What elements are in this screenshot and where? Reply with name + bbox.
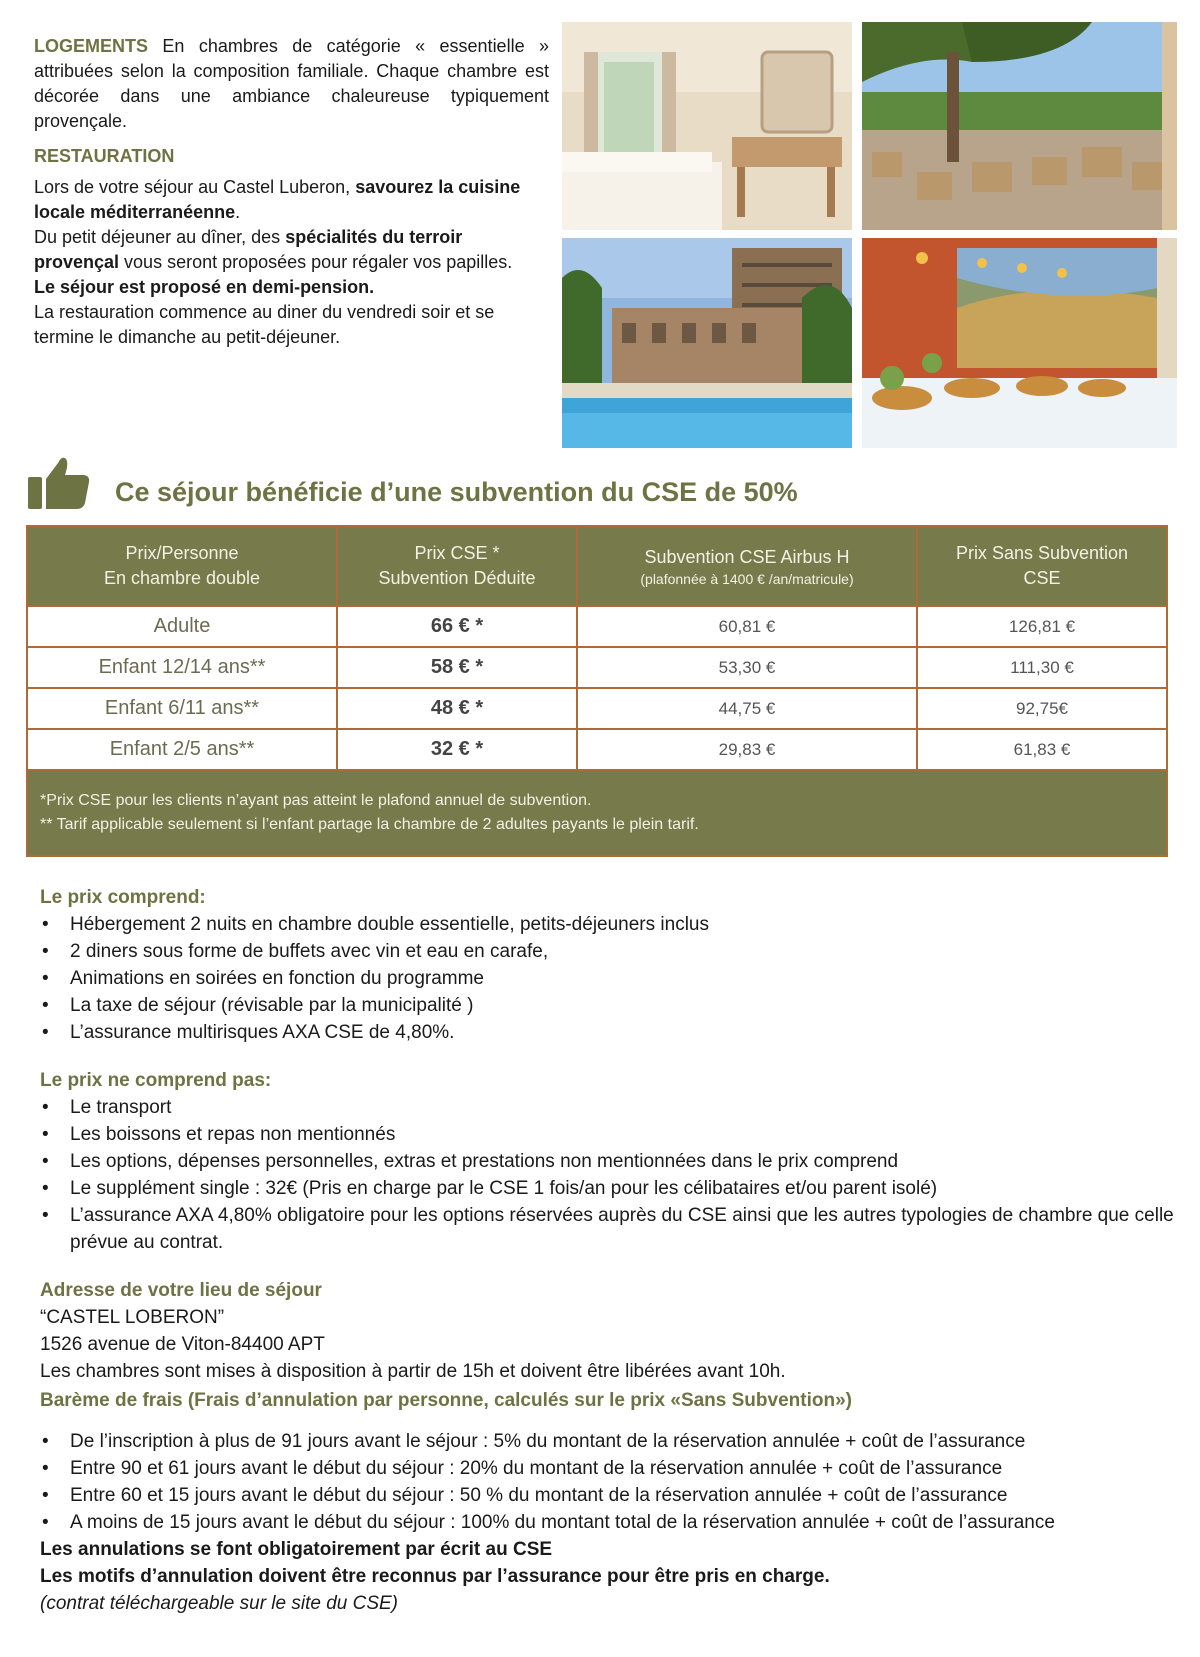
cse-price-cell: 48 € * xyxy=(337,688,577,729)
subvention-cell: 29,83 € xyxy=(577,729,917,770)
full-price-cell: 61,83 € xyxy=(917,729,1167,770)
cse-price-cell: 66 € * xyxy=(337,606,577,647)
list-item: • Le supplément single : 32€ (Pris en charge par le CSE 1 fois/an pour les célibataires et/ou parent isolé) xyxy=(40,1175,1190,1202)
resto-text: Du petit déjeuner au dîner, des xyxy=(34,227,286,247)
subvention-title: Ce séjour bénéficie d’une subvention du CSE de 50% xyxy=(115,477,798,507)
photo-buffet xyxy=(862,238,1177,448)
category-cell: Enfant 12/14 ans** xyxy=(27,647,337,688)
column-header xyxy=(917,526,1167,606)
list-item: • L’assurance multirisques AXA CSE de 4,80%. xyxy=(40,1019,1190,1046)
full-price-cell: 111,30 € xyxy=(917,647,1167,688)
header-line: CSE xyxy=(1023,568,1061,588)
list-item: • Hébergement 2 nuits en chambre double essentielle, petits-déjeuners inclus xyxy=(40,911,1190,938)
table-note: *Prix CSE pour les clients n’ayant pas atteint le plafond annuel de subvention. xyxy=(40,792,592,809)
resto-bold: spécialités du terroir provençal xyxy=(34,227,463,272)
table-notes-row xyxy=(27,770,1167,856)
logements-text: En chambres de catégorie « essentielle » attribuées selon la composition familiale. Chaque chambre est décorée dans une ambiance chaleureuse typiquement provençale. xyxy=(34,36,549,131)
category-cell: Enfant 6/11 ans** xyxy=(27,688,337,729)
table-row xyxy=(27,606,1167,647)
category-cell: Enfant 2/5 ans** xyxy=(27,729,337,770)
excludes-title: Le prix ne comprend pas: xyxy=(40,1070,272,1091)
includes-section xyxy=(40,884,1190,1046)
cancellation-insurance-note: Les motifs d’annulation doivent être reconnus par l’assurance pour être pris en charge. xyxy=(40,1566,830,1587)
header-line: En chambre double xyxy=(103,568,261,588)
price-table xyxy=(26,525,1168,857)
logements-label: LOGEMENTS xyxy=(34,36,149,56)
includes-title: Le prix comprend: xyxy=(40,887,206,908)
cse-price-cell: 58 € * xyxy=(337,647,577,688)
resto-paragraph-2 xyxy=(34,225,549,275)
cancellation-list xyxy=(40,1428,1190,1536)
table-row xyxy=(27,647,1167,688)
excludes-list xyxy=(40,1094,1190,1256)
header-line: Prix/Personne xyxy=(125,543,239,563)
list-item: • La taxe de séjour (révisable par la municipalité ) xyxy=(40,992,1190,1019)
thumbs-up-icon xyxy=(28,455,92,511)
includes-list xyxy=(40,911,1190,1046)
subvention-cell: 53,30 € xyxy=(577,647,917,688)
resto-text: . xyxy=(235,202,241,222)
contract-note: (contrat téléchargeable sur le site du CSE) xyxy=(40,1593,399,1614)
column-header xyxy=(337,526,577,606)
table-notes xyxy=(27,770,1167,856)
resto-paragraph-4: La restauration commence au diner du vendredi soir et se termine le dimanche au petit-déjeuner. xyxy=(34,302,495,347)
full-price-cell: 126,81 € xyxy=(917,606,1167,647)
photo-terrace xyxy=(862,22,1177,230)
list-item: • Entre 90 et 61 jours avant le début du séjour : 20% du montant de la réservation annulée + coût de l’assurance xyxy=(40,1455,1190,1482)
table-header-row xyxy=(27,526,1167,606)
logements-paragraph xyxy=(34,34,549,134)
resto-bold: savourez la cuisine locale méditerranéenne xyxy=(34,177,521,222)
resto-text: vous seront proposées pour régaler vos papilles. xyxy=(119,252,513,272)
header-line: Prix CSE * xyxy=(414,543,500,563)
table-note: ** Tarif applicable seulement si l’enfant partage la chambre de 2 adultes payants le plein tarif. xyxy=(40,816,699,833)
photo-pool xyxy=(562,238,852,448)
list-item: • 2 diners sous forme de buffets avec vin et eau en carafe, xyxy=(40,938,1190,965)
full-price-cell: 92,75€ xyxy=(917,688,1167,729)
table-row xyxy=(27,729,1167,770)
photo-bedroom xyxy=(562,22,852,230)
list-item: • A moins de 15 jours avant le début du séjour : 100% du montant total de la réservation annulée + coût de l’assurance xyxy=(40,1509,1190,1536)
category-cell: Adulte xyxy=(27,606,337,647)
cancellation-section xyxy=(40,1387,1190,1617)
subvention-cell: 44,75 € xyxy=(577,688,917,729)
restauration-title: RESTAURATION xyxy=(34,146,175,166)
list-item: • Le transport xyxy=(40,1094,1190,1121)
venue-street: 1526 avenue de Viton-84400 APT xyxy=(40,1334,325,1355)
column-header xyxy=(27,526,337,606)
header-line: Prix Sans Subvention xyxy=(955,543,1129,563)
address-section xyxy=(40,1277,1190,1385)
list-item: • De l’inscription à plus de 91 jours avant le séjour : 5% du montant de la réservation annulée + coût de l’assurance xyxy=(40,1428,1190,1455)
intro-text xyxy=(34,34,549,350)
table-row xyxy=(27,688,1167,729)
excludes-section xyxy=(40,1067,1190,1256)
cancellation-written-note: Les annulations se font obligatoirement par écrit au CSE xyxy=(40,1539,553,1560)
header-line: Subvention CSE Airbus H xyxy=(644,546,850,567)
column-header xyxy=(577,526,917,606)
list-item: • Entre 60 et 15 jours avant le début du séjour : 50 % du montant de la réservation annulée + coût de l’assurance xyxy=(40,1482,1190,1509)
resto-text: Lors de votre séjour au Castel Luberon, xyxy=(34,177,356,197)
venue-name: “CASTEL LOBERON” xyxy=(40,1307,225,1328)
room-availability: Les chambres sont mises à disposition à partir de 15h et doivent être libérées avant 10h. xyxy=(40,1361,786,1382)
resto-paragraph-3: Le séjour est proposé en demi-pension. xyxy=(34,277,375,297)
list-item: • L’assurance AXA 4,80% obligatoire pour les options réservées auprès du CSE ainsi que les autres typologies de chambre que celle prévue au contrat. xyxy=(40,1202,1190,1256)
cse-price-cell: 32 € * xyxy=(337,729,577,770)
header-line: Subvention Déduite xyxy=(378,568,536,588)
list-item: • Animations en soirées en fonction du programme xyxy=(40,965,1190,992)
list-item: • Les options, dépenses personnelles, extras et prestations non mentionnées dans le prix comprend xyxy=(40,1148,1190,1175)
list-item: • Les boissons et repas non mentionnés xyxy=(40,1121,1190,1148)
resto-paragraph-1 xyxy=(34,175,549,225)
address-title: Adresse de votre lieu de séjour xyxy=(40,1280,322,1301)
cancellation-title: Barème de frais (Frais d’annulation par personne, calculés sur le prix «Sans Subvention») xyxy=(40,1390,852,1411)
header-subline: (plafonnée à 1400 € /an/matricule) xyxy=(640,570,854,587)
subvention-cell: 60,81 € xyxy=(577,606,917,647)
